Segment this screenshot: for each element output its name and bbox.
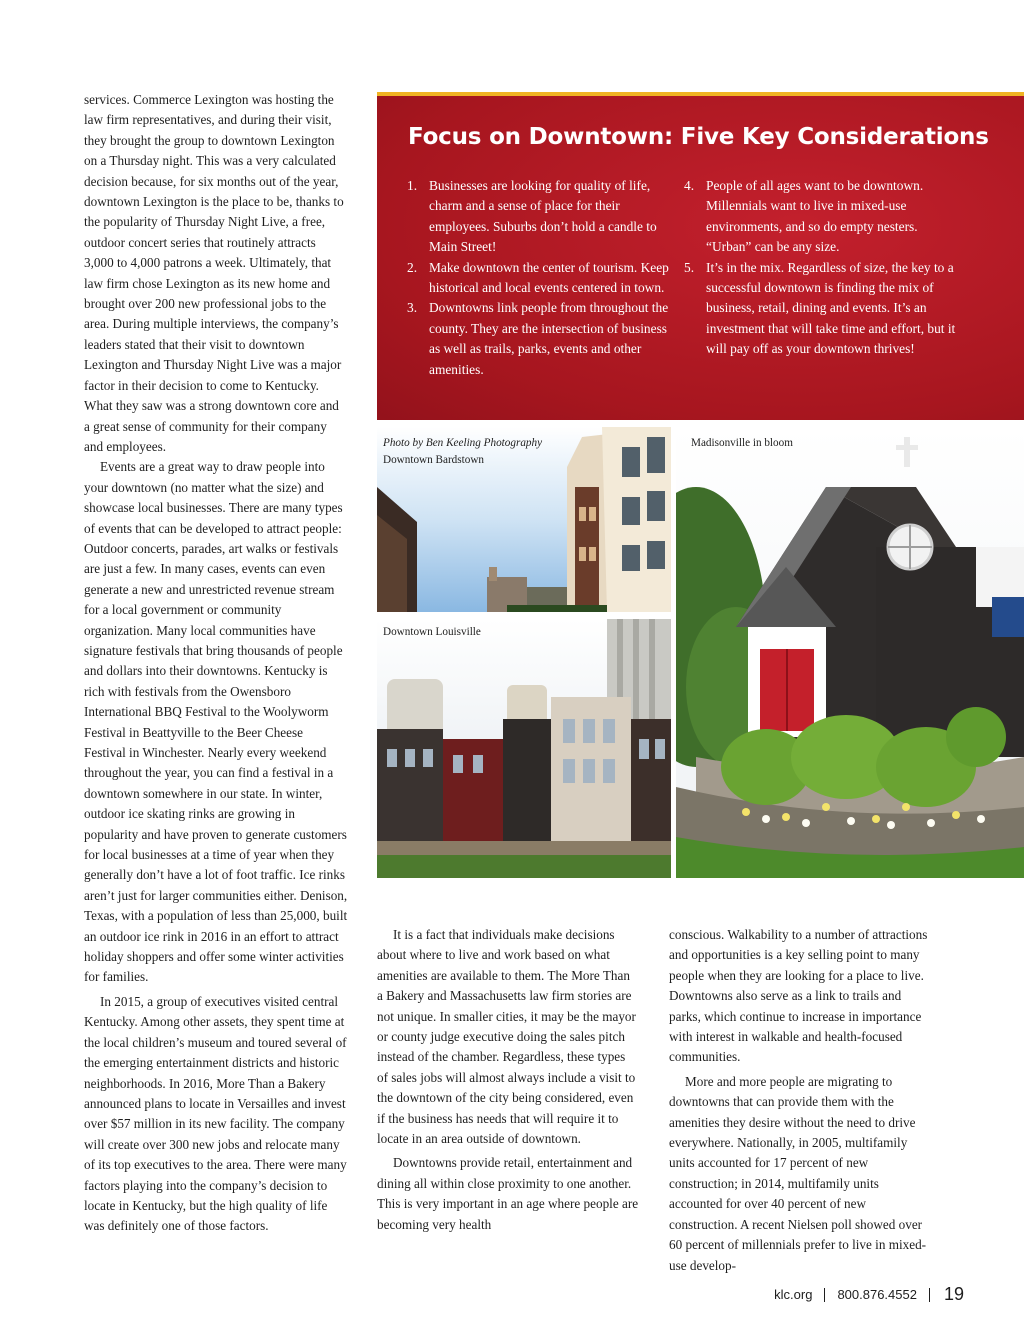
list-number: 5. [684,259,695,275]
page-footer [774,1284,964,1305]
list-item-text: People of all ages want to be downtown. Millennials want to live in mixed-use environments, and so do empty nesters. “Urban” can be any size. [706,178,924,255]
considerations-list-right [684,176,956,360]
photo-caption-louisville: Downtown Louisville [383,626,481,638]
right-column [669,925,935,1276]
photo-credit: Photo by Ben Keeling Photography [383,437,543,449]
list-number: 1. [407,178,418,193]
list-item-text: Businesses are looking for quality of life, charm and a sense of place for their employees. Suburbs don’t hold a candle to Main Street! [429,178,657,255]
list-item [407,258,679,299]
body-paragraph: Events are a great way to draw people into your downtown (no matter what the size) and showcase local businesses. There are many types of events that can be developed to attract people: Outdoor concerts, parades, art walks or festivals are just a few. In many cases, events can even generate a new and unrestricted revenue stream for a local government or community organization. Many local communities have signature festivals that bring thousands of people and dollars into their downtowns. Kentucky is rich with festivals from the Owensboro International BBQ Festival to the Woolyworm Festival in Beattyville to the Beer Cheese Festival in Winchester. Nearly every weekend throughout the year, you can find a festival in a downtown somewhere in our state. In winter, outdoor ice skating rinks are growing in popularity and have proven to generate customers for local businesses at a time of year when they generally don’t have a lot of foot traffic. Ice rinks aren’t just for larger communities either. Denison, Texas, with a population of less than 25,000, built an outdoor ice rink in 2016 in an effort to attract holiday shoppers and offer some winter activities for families. [84,459,348,985]
body-paragraph: It is a fact that individuals make decisions about where to live and work based on what amenities are available to them. The More Than a Bakery and Massachusetts law firm stories are not unique. In smaller cities, it may be the mayor or county judge executive doing the sales pitch instead of the chamber. Regardless, these types of sales jobs will almost always include a visit to the downtown of the city being considered, even if the business has needs that will require it to locate in an area outside of downtown. [377,927,636,1147]
list-item [684,176,956,258]
list-item [684,258,956,360]
list-item [407,176,679,258]
photo-caption-bardstown: Downtown Bardstown [383,454,484,466]
middle-column [377,925,639,1235]
body-paragraph: More and more people are migrating to downtowns that can provide them with the amenities they desire without the need to drive everywhere. Nationally, in 2005, multifamily units accounted for 17 percent of new construction; in 2014, multifamily units accounted for over 40 percent of new construction. A recent Nielsen poll showed over 60 percent of millennials prefer to live in mixed-use develop- [669,1073,927,1273]
footer-phone: 800.876.4552 [837,1287,917,1302]
photo-madisonville-in-bloom [676,427,1024,878]
footer-divider [824,1288,825,1302]
body-paragraph: conscious. Walkability to a number of attractions and opportunities is a key selling point to many people when they are looking for a place to live. Downtowns also serve as a link to trails and parks, which continue to increase in importance with interest in walkable and health-focused communities. [669,927,928,1065]
left-column [84,90,348,1237]
body-paragraph: services. Commerce Lexington was hosting the law firm representatives, and during their visit, they brought the group to downtown Lexington on a Thursday night. This was a very calculated decision because, for six months out of the year, downtown Lexington is the place to be, thanks to the popularity of Thursday Night Live, a free, outdoor concert series that routinely attracts 3,000 to 4,000 patrons a week. Ultimately, that law firm chose Lexington as its new home and brought over 200 new professional jobs to the area. During multiple interviews, the company’s leaders stated that their visit to downtown Lexington and Thursday Night Live was a major factor in their decision to come to Kentucky. What they saw was a strong downtown core and a great sense of community for their company and employees. [84,92,344,454]
footer-website[interactable]: klc.org [774,1287,813,1302]
sidebar-title: Focus on Downtown: Five Key Considerations [408,124,989,150]
list-item-text: Downtowns link people from throughout the county. They are the intersection of business as well as trails, parks, events and other amenities. [429,300,669,377]
considerations-list-left [407,176,679,380]
body-paragraph: In 2015, a group of executives visited central Kentucky. Among other assets, they spent time at the local children’s museum and toured several of the emerging entertainment districts and historic neighborhoods. In 2016, More Than a Bakery announced plans to locate in Versailles and invest over $57 million in its new facility. The company will create over 300 new jobs and relocate many of its top executives to the area. There were many factors playing into the company’s decision to locate in Kentucky, but the high quality of life was definitely one of those factors. [84,993,347,1234]
list-item-text: It’s in the mix. Regardless of size, the key to a successful downtown is finding the mix of business, retail, dining and events. It’s an investment that will take time and effort, but it will pay off as your downtown thrives! [706,259,956,357]
sidebar-box [377,92,1024,420]
page-number: 19 [943,1284,964,1304]
list-number: 3. [407,300,418,316]
footer-divider [929,1288,930,1302]
list-number: 2. [407,259,418,275]
body-paragraph: Downtowns provide retail, entertainment and dining all within close proximity to one another. This is very important in an age where people are becoming very health [377,1155,639,1232]
list-item-text: Make downtown the center of tourism. Keep historical and local events centered in town. [429,259,669,296]
photo-downtown-louisville [377,619,671,878]
photo-caption-madisonville: Madisonville in bloom [691,437,793,449]
list-item [407,298,679,380]
list-number: 4. [684,178,695,193]
